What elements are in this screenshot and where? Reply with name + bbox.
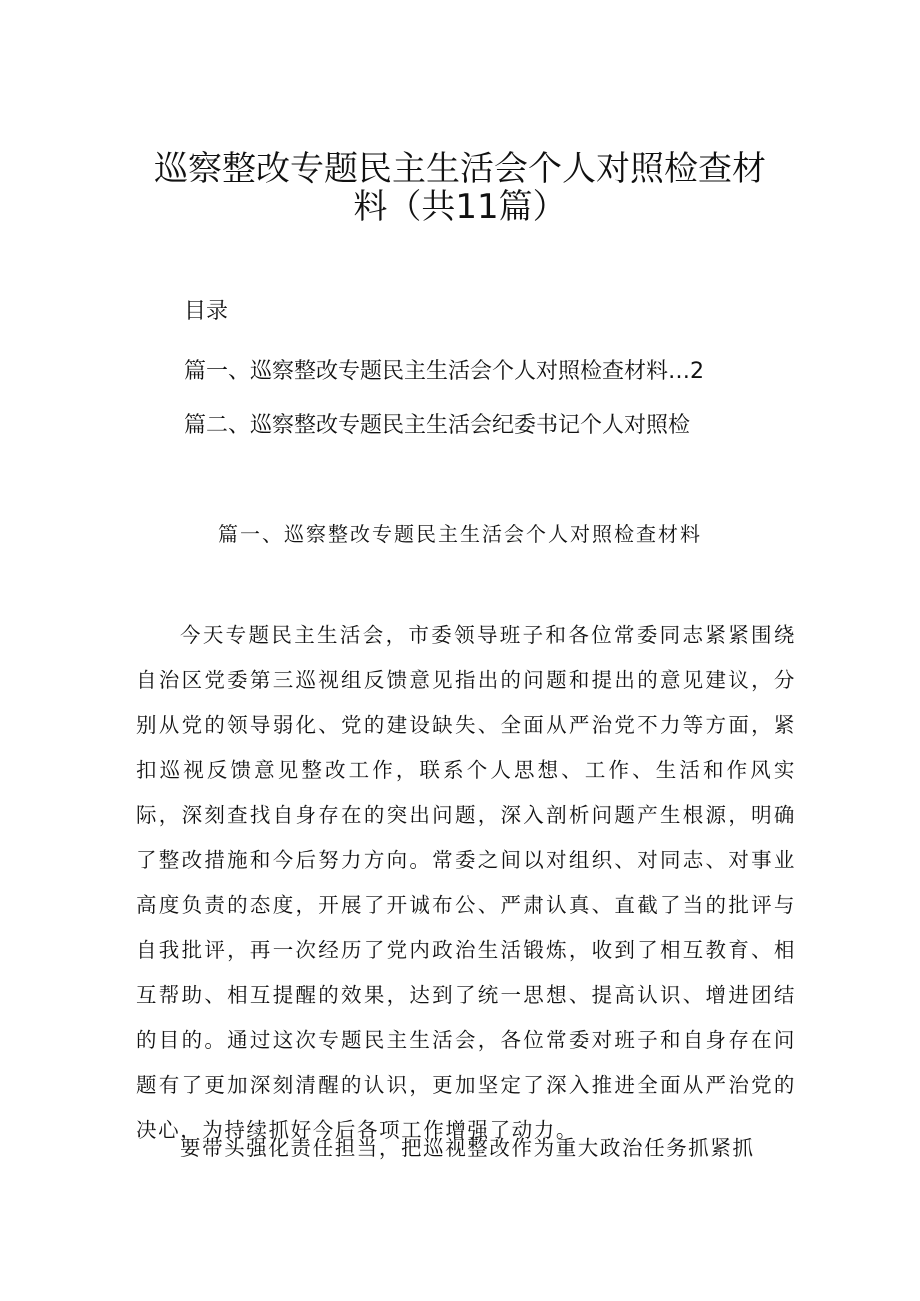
document-title-line-1: 巡察整改专题民主生活会个人对照检查材 bbox=[154, 149, 766, 189]
toc-item-1[interactable]: 篇一、巡察整改专题民主生活会个人对照检查材料…2 bbox=[184, 359, 704, 384]
body-paragraph-1: 今天专题民主生活会，市委领导班子和各位常委同志紧紧围绕自治区党委第三巡视组反馈意见指出的问题和提出的意见建议，分别从党的领导弱化、党的建设缺失、全面从严治党不力等方面，紧扣巡视反馈意见整改工作，联系个人思想、工作、生活和作风实际，深刻查找自身存在的突出问题，深入剖析问题产生根源，明确了整改措施和今后努力方向。常委之间以对组织、对同志、对事业高度负责的态度，开展了开诚布公、严肃认真、直截了当的批评与自我批评，再一次经历了党内政治生活锻炼，收到了相互教育、相互帮助、相互提醒的效果，达到了统一思想、提高认识、增进团结的目的。通过这次专题民主生活会，各位常委对班子和自身存在问题有了更加深刻清醒的认识，更加坚定了深入推进全面从严治党的决心，为持续抓好今后各项工作增强了动力。 bbox=[136, 623, 796, 1142]
body-paragraph-2: 要带头强化责任担当，把巡视整改作为重大政治任务抓紧抓 bbox=[180, 1136, 755, 1160]
toc-item-2[interactable]: 篇二、巡察整改专题民主生活会纪委书记个人对照检 bbox=[184, 413, 691, 438]
document-title-line-2: 料（共11篇） bbox=[353, 187, 567, 227]
section-heading: 篇一、巡察整改专题民主生活会个人对照检查材料 bbox=[218, 522, 702, 546]
toc-heading: 目录 bbox=[184, 299, 229, 324]
